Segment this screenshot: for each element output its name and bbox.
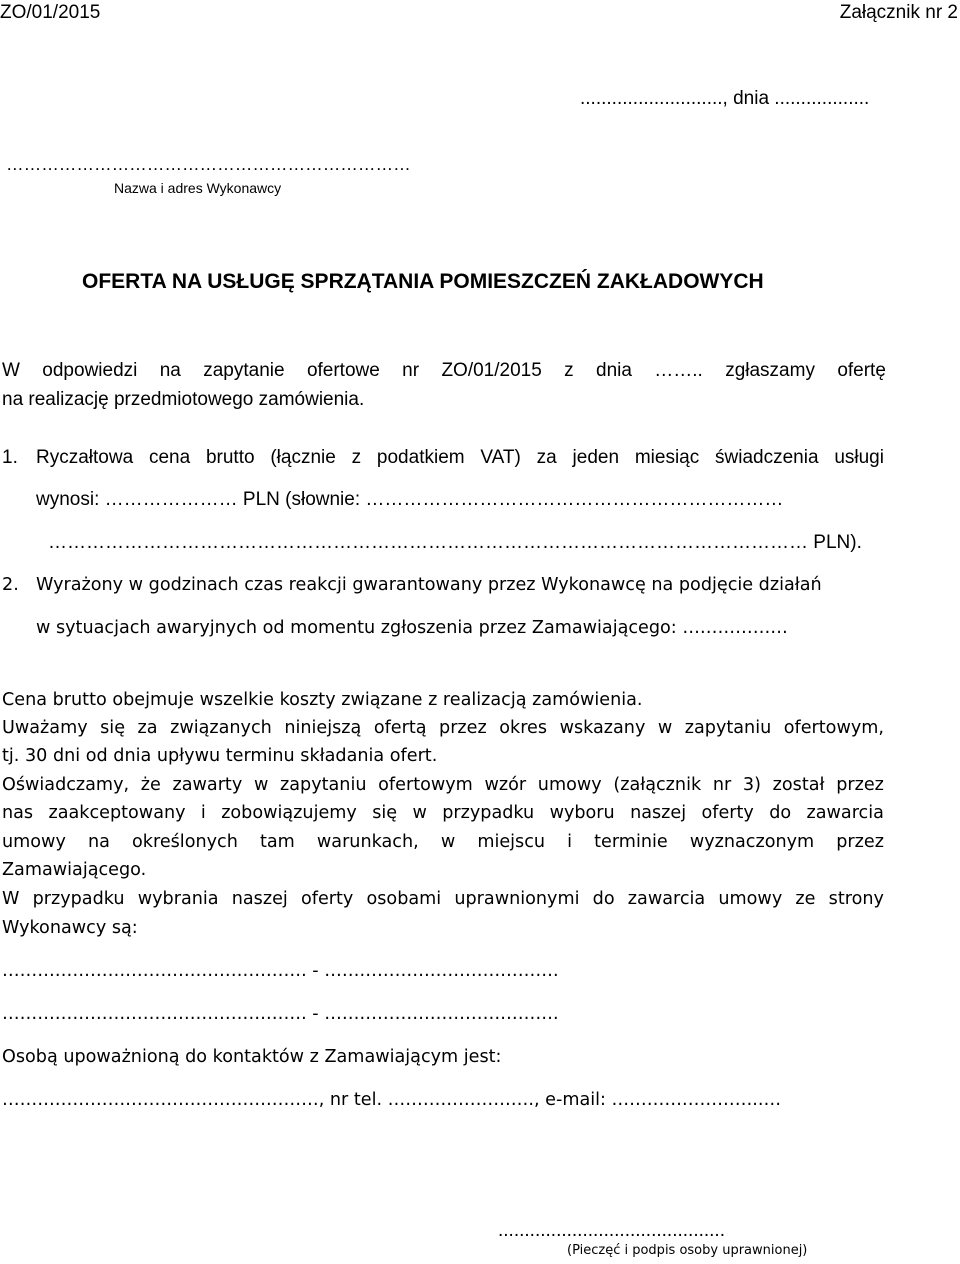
- contact-line: ………………………………………………, nr tel. ……………………., e-mail: ……………………..…: [2, 1090, 782, 1110]
- validity-line-1: Uważamy się za związanych niniejszą ofertą przez okres wskazany w zapytaniu ofertowym,: [2, 718, 884, 738]
- attachment-label: Załącznik nr 2: [839, 2, 958, 23]
- validity-line-2: tj. 30 dni od dnia upływu terminu składania ofert.: [2, 746, 438, 766]
- declaration-line-2: nas zaakceptowany i zobowiązujemy się w przypadku wyboru naszej oferty do zawarcia: [2, 803, 884, 823]
- item1-line-1: Ryczałtowa cena brutto (łącznie z podatkiem VAT) za jeden miesiąc świadczenia usługi: [36, 447, 884, 468]
- item1-line-2: wynosi: ………………… PLN (słownie: …………………………………………………………: [36, 489, 784, 510]
- price-note: Cena brutto obejmuje wszelkie koszty związane z realizacją zamówienia.: [2, 690, 643, 710]
- representatives-line-2: Wykonawcy są:: [2, 918, 138, 938]
- item2-line-2: w sytuacjach awaryjnych od momentu zgłoszenia przez Zamawiającego: ………………: [36, 618, 788, 638]
- signature-caption: (Pieczęć i podpis osoby uprawnionej): [567, 1243, 808, 1258]
- intro-line-2: na realizację przedmiotowego zamówienia.: [2, 389, 365, 410]
- document-reference: ZO/01/2015: [0, 2, 101, 23]
- signatory-line-1: ……………………………………………. - ………………………………….: [2, 961, 559, 981]
- item1-line-3: ………………………………………………………………………………………………………… PLN).: [48, 532, 862, 553]
- signature-dots: ...........................................: [498, 1220, 725, 1241]
- item1-number: 1.: [2, 447, 18, 468]
- intro-line-1: W odpowiedzi na zapytanie ofertowe nr ZO/01/2015 z dnia …….. zgłaszamy ofertę: [2, 360, 886, 381]
- date-line: ..........................., dnia ..................: [580, 88, 870, 109]
- contractor-caption: Nazwa i adres Wykonawcy: [114, 180, 282, 196]
- declaration-line-1: Oświadczamy, że zawarty w zapytaniu ofertowym wzór umowy (załącznik nr 3) został przez: [2, 775, 884, 795]
- signatory-line-2: ……………………………………………. - ………………………………….: [2, 1004, 559, 1024]
- item2-number: 2.: [2, 575, 19, 595]
- declaration-line-4: Zamawiającego.: [2, 860, 147, 880]
- contractor-dots: ……………………………………………………………: [6, 154, 411, 174]
- declaration-line-3: umowy na określonych tam warunkach, w miejscu i terminie wyznaczonym przez: [2, 832, 884, 852]
- representatives-line-1: W przypadku wybrania naszej oferty osobami uprawnionymi do zawarcia umowy ze strony: [2, 889, 884, 909]
- contact-label: Osobą upoważnioną do kontaktów z Zamawiającym jest:: [2, 1047, 502, 1067]
- document-title: OFERTA NA USŁUGĘ SPRZĄTANIA POMIESZCZEŃ ZAKŁADOWYCH: [82, 270, 764, 293]
- item2-line-1: Wyrażony w godzinach czas reakcji gwarantowany przez Wykonawcę na podjęcie działań: [36, 575, 822, 595]
